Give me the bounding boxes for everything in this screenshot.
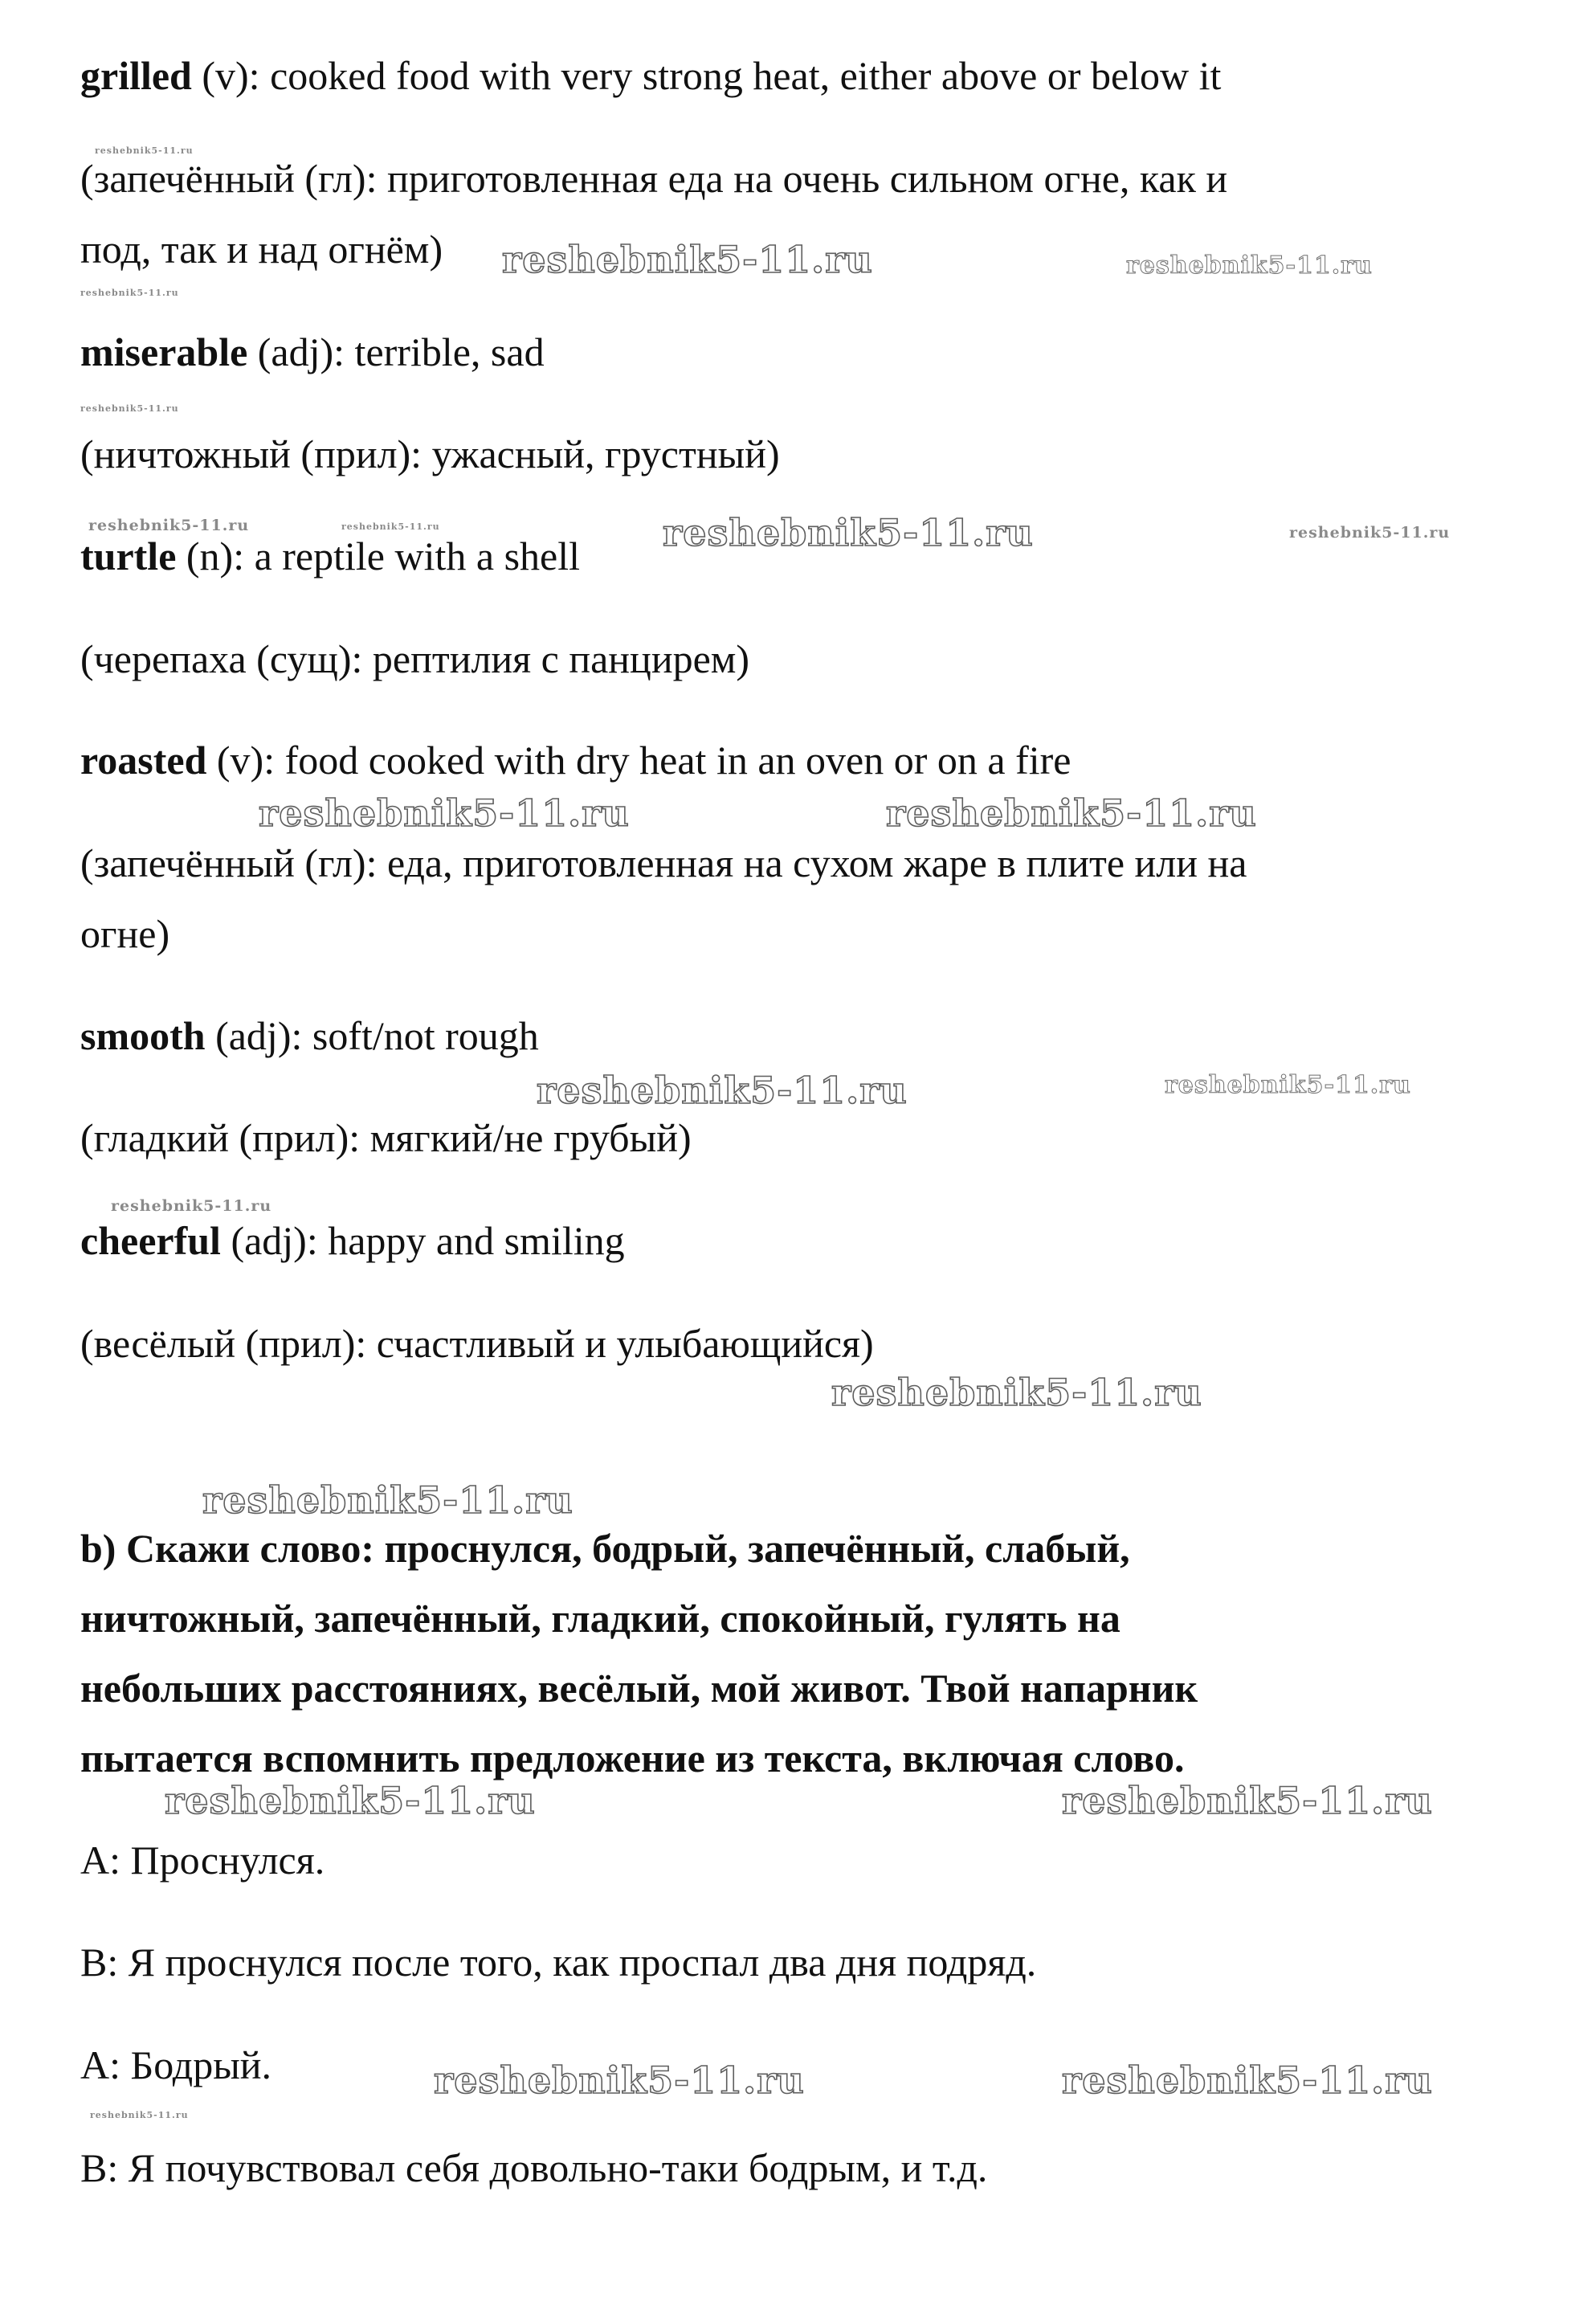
term: grilled bbox=[80, 53, 192, 98]
watermark: reshebnik5-11.ru bbox=[202, 1478, 573, 1522]
entry-cheerful bbox=[80, 1216, 625, 1265]
definition: (adj): soft/not rough bbox=[205, 1013, 539, 1058]
watermark: reshebnik5-11.ru bbox=[341, 521, 440, 532]
entry-turtle bbox=[80, 532, 580, 580]
translation-line: (запечённый (гл): приготовленная еда на очень сильном огне, как и bbox=[80, 156, 1228, 201]
translation-line: (запечённый (гл): еда, приготовленная на сухом жаре в плите или на bbox=[80, 840, 1247, 885]
task-b-line: небольших расстояниях, весёлый, мой живот. Твой напарник bbox=[80, 1666, 1198, 1711]
dialogue-line: A: Бодрый. bbox=[80, 2042, 272, 2087]
translation-line: огне) bbox=[80, 911, 170, 956]
watermark: reshebnik5-11.ru bbox=[502, 238, 873, 281]
watermark: reshebnik5-11.ru bbox=[537, 1069, 908, 1112]
dialogue-line: A: Проснулся. bbox=[80, 1838, 325, 1883]
translation-line: (черепаха (сущ): рептилия с панцирем) bbox=[80, 636, 750, 681]
watermark: reshebnik5-11.ru bbox=[434, 2058, 805, 2102]
watermark: reshebnik5-11.ru bbox=[663, 511, 1034, 554]
watermark: reshebnik5-11.ru bbox=[90, 2110, 189, 2120]
definition: (v): cooked food with very strong heat, either above or below it bbox=[191, 53, 1222, 98]
watermark: reshebnik5-11.ru bbox=[831, 1371, 1202, 1414]
watermark: reshebnik5-11.ru bbox=[80, 288, 179, 298]
entry-miserable bbox=[80, 328, 545, 376]
translation-line: под, так и над огнём) bbox=[80, 227, 443, 272]
watermark: reshebnik5-11.ru bbox=[95, 145, 194, 156]
watermark: reshebnik5-11.ru bbox=[1126, 251, 1373, 280]
watermark: reshebnik5-11.ru bbox=[88, 517, 250, 534]
dialogue-line: B: Я проснулся после того, как проспал два дня подряд. bbox=[80, 1940, 1037, 1985]
watermark: reshebnik5-11.ru bbox=[111, 1197, 272, 1215]
term: cheerful bbox=[80, 1218, 221, 1263]
watermark: reshebnik5-11.ru bbox=[165, 1779, 536, 1822]
entry-smooth bbox=[80, 1012, 539, 1060]
watermark: reshebnik5-11.ru bbox=[886, 791, 1257, 835]
task-b-line: пытается вспомнить предложение из текста, включая слово. bbox=[80, 1736, 1185, 1780]
term: miserable bbox=[80, 329, 248, 374]
task-b-line: ничтожный, запечённый, гладкий, спокойный, гулять на bbox=[80, 1596, 1120, 1641]
entry-grilled bbox=[80, 51, 1221, 100]
entry-roasted bbox=[80, 736, 1071, 784]
term: roasted bbox=[80, 738, 207, 783]
task-b-line: b) Скажи слово: проснулся, бодрый, запечённый, слабый, bbox=[80, 1526, 1130, 1571]
watermark: reshebnik5-11.ru bbox=[1289, 524, 1451, 542]
definition: (v): food cooked with dry heat in an oven or on a fire bbox=[206, 738, 1071, 783]
watermark: reshebnik5-11.ru bbox=[1165, 1071, 1411, 1099]
definition: (n): a reptile with a shell bbox=[176, 534, 581, 578]
definition: (adj): happy and smiling bbox=[220, 1218, 625, 1263]
translation-line: (весёлый (прил): счастливый и улыбающийся) bbox=[80, 1321, 874, 1366]
term: smooth bbox=[80, 1013, 206, 1058]
watermark: reshebnik5-11.ru bbox=[80, 403, 179, 414]
watermark: reshebnik5-11.ru bbox=[259, 791, 630, 835]
watermark: reshebnik5-11.ru bbox=[1062, 2058, 1433, 2102]
translation-line: (ничтожный (прил): ужасный, грустный) bbox=[80, 431, 780, 476]
translation-line: (гладкий (прил): мягкий/не грубый) bbox=[80, 1115, 692, 1160]
definition: (adj): terrible, sad bbox=[247, 329, 545, 374]
watermark: reshebnik5-11.ru bbox=[1062, 1779, 1433, 1822]
term: turtle bbox=[80, 534, 177, 578]
dialogue-line: B: Я почувствовал себя довольно-таки бодрым, и т.д. bbox=[80, 2145, 988, 2190]
